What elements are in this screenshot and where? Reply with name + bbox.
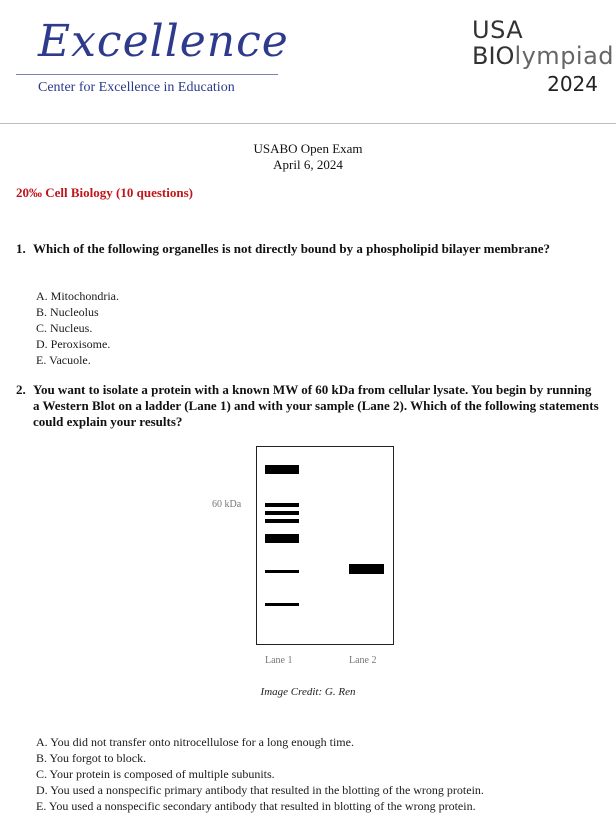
question-number: 2.	[16, 382, 26, 397]
logo-subtitle: Center for Excellence in Education	[38, 80, 235, 95]
question-2-options	[36, 734, 484, 814]
question-1-options	[36, 288, 119, 368]
answer-option[interactable]: D. You used a nonspecific primary antibody that resulted in the blotting of the wrong protein.	[36, 783, 484, 797]
ladder-band	[265, 603, 299, 606]
image-credit: Image Credit: G. Ren	[260, 686, 356, 698]
answer-option[interactable]: D. Peroxisome.	[36, 337, 111, 351]
exam-date: April 6, 2024	[273, 157, 343, 172]
ladder-band	[265, 570, 299, 573]
logo-divider	[16, 74, 278, 75]
answer-option[interactable]: C. Your protein is composed of multiple subunits.	[36, 767, 275, 781]
usabo-logo-usa: USA	[472, 16, 524, 44]
question-text: You want to isolate a protein with a known MW of 60 kDa from cellular lysate. You begin by running a Western Blot on a ladder (Lane 1) and with your sample (Lane 2). Which of the following statements could explain your results?	[33, 382, 599, 429]
ladder-band	[265, 519, 299, 523]
header-divider	[0, 123, 616, 124]
answer-option[interactable]: B. Nucleolus	[36, 305, 99, 319]
section-title: 20‰ Cell Biology (10 questions)	[16, 185, 193, 200]
answer-option[interactable]: A. You did not transfer onto nitrocellulose for a long enough time.	[36, 735, 354, 749]
exam-title: USABO Open Exam	[253, 141, 363, 156]
usabo-logo	[440, 16, 615, 96]
usabo-logo-lympiad: lympiad	[514, 42, 615, 70]
ladder-band	[265, 511, 299, 515]
ladder-band	[265, 465, 299, 474]
answer-option[interactable]: B. You forgot to block.	[36, 751, 147, 765]
question-number: 1.	[16, 241, 26, 256]
logo-title: Excellence	[38, 16, 289, 67]
lane-2-label: Lane 2	[349, 655, 377, 666]
ladder-band	[265, 503, 299, 507]
lane-1-label: Lane 1	[265, 655, 293, 666]
usabo-logo-bio: BIO	[472, 42, 515, 70]
question-text: Which of the following organelles is not directly bound by a phospholipid bilayer membrane?	[33, 241, 551, 256]
usabo-logo-biolympiad	[472, 42, 614, 70]
answer-option[interactable]: E. You used a nonspecific secondary antibody that resulted in blotting of the wrong protein.	[36, 799, 476, 813]
answer-option[interactable]: E. Vacuole.	[36, 353, 91, 367]
western-blot-figure	[256, 446, 394, 645]
answer-option[interactable]: C. Nucleus.	[36, 321, 93, 335]
sample-band	[349, 564, 384, 574]
marker-label-60kda: 60 kDa	[212, 499, 242, 510]
ladder-band	[265, 534, 299, 543]
answer-option[interactable]: A. Mitochondria.	[36, 289, 119, 303]
usabo-logo-year: 2024	[547, 72, 598, 96]
cee-logo	[16, 10, 289, 100]
